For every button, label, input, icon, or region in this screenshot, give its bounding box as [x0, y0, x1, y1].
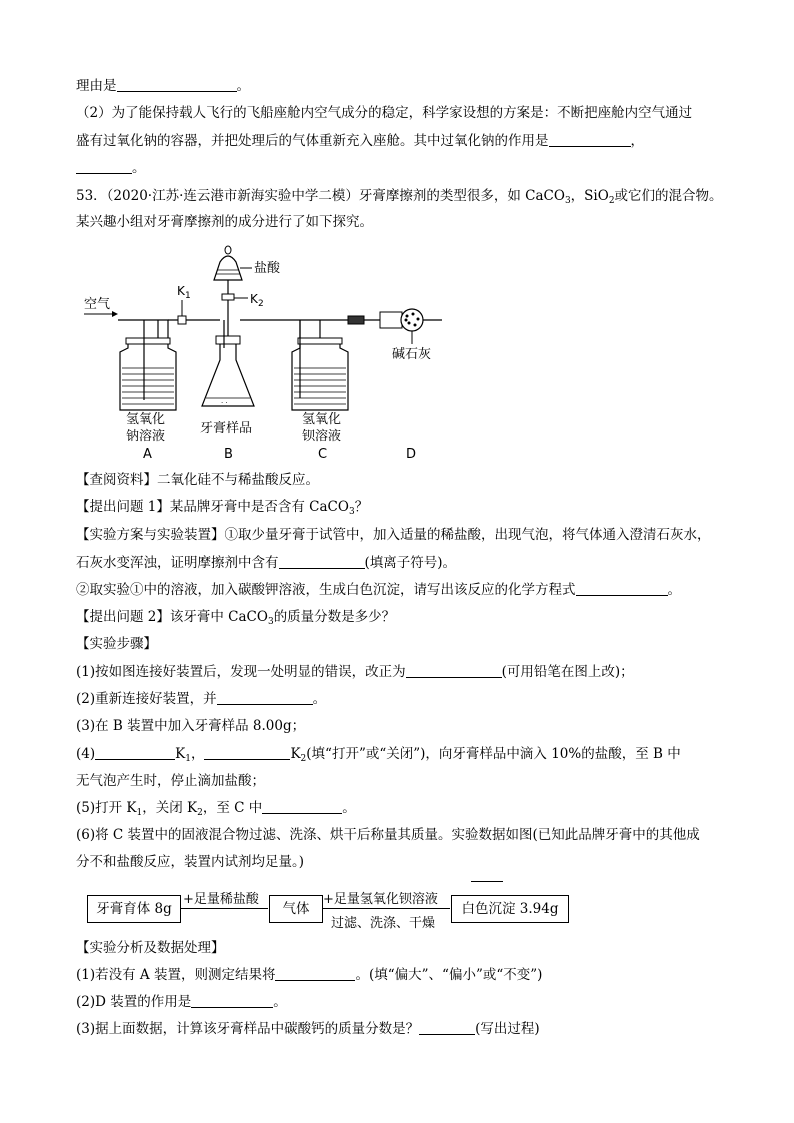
question-2-line	[76, 103, 726, 123]
analysis-2	[76, 992, 726, 1012]
air-label: 空气	[84, 297, 111, 312]
text: 分不和盐酸反应，装置内试剂均足量。)	[76, 854, 305, 870]
text: 的质量分数是多少？	[273, 609, 396, 625]
answer-blank[interactable]	[262, 799, 342, 814]
text: (2)D 装置的作用是	[76, 994, 192, 1010]
text: (可用铅笔在图上改)；	[501, 664, 634, 680]
k1-subscript: 1	[185, 291, 191, 301]
reference-info	[76, 470, 726, 490]
analysis-heading	[76, 938, 726, 958]
flask-b-particles: · ·	[221, 399, 228, 407]
flow-arrow-2	[322, 908, 450, 909]
step-4-cont	[76, 771, 726, 791]
bottle-a-label: 氢氧化	[126, 412, 166, 427]
text: 【实验方案与实验装置】①取少量牙膏于试管中，加入适量的稀盐酸，出现气泡，将气体通入澄清石灰水，	[76, 527, 711, 543]
plan-line-1	[76, 525, 726, 545]
text: 盛有过氧化钠的容器，并把处理后的气体重新充入座舱。其中过氧化钠的作用是	[76, 133, 549, 149]
answer-blank[interactable]	[275, 966, 355, 981]
pipe-into-a	[118, 320, 168, 340]
k1-clamp[interactable]	[178, 316, 186, 324]
text: 。	[342, 800, 356, 816]
text: 。	[312, 691, 327, 707]
text: (填离子符号)。	[364, 555, 457, 571]
question-1	[76, 497, 726, 517]
bottle-a	[120, 340, 176, 410]
text: (填“打开”或“关闭”)，向牙膏样品中滴入 10%的盐酸，至 B 中	[306, 746, 681, 762]
letter-b: B	[224, 447, 233, 462]
subscript: 3	[348, 507, 355, 517]
question-2-line-2	[76, 131, 726, 151]
text: K	[290, 746, 301, 762]
text: 【提出问题 1】某品牌牙膏中是否含有 CaCO	[76, 499, 349, 515]
k2-subscript: 2	[258, 299, 264, 309]
flow-box-toothpaste: 牙膏育体 8g	[87, 895, 181, 923]
subscript: 3	[267, 617, 274, 627]
plan-line-3	[76, 580, 726, 600]
bottle-a-stopper	[126, 338, 170, 344]
plan-line-2	[76, 553, 726, 573]
text: 。	[273, 994, 287, 1010]
flow-box-precipitate: 白色沉淀 3.94g	[451, 895, 569, 923]
apparatus-diagram	[80, 240, 480, 465]
bottle-a-label: 钠溶液	[126, 429, 166, 444]
bottle-c-stopper	[298, 338, 342, 344]
flow-arrow-2-label-bottom: 过滤、洗涤、干燥	[331, 916, 436, 931]
sodalime-label: 碱石灰	[392, 347, 432, 362]
overline-mark	[471, 881, 503, 882]
flask-b-label: 牙膏样品	[200, 421, 253, 436]
text: ，关闭 K	[142, 800, 198, 816]
text: 【提出问题 2】该牙膏中 CaCO	[76, 609, 268, 625]
answer-blank[interactable]	[217, 690, 313, 705]
letter-a: A	[143, 447, 152, 462]
analysis-1	[76, 965, 726, 985]
text: (3)在 B 装置中加入牙膏样品 8.00g；	[76, 718, 306, 734]
text: 。	[236, 78, 250, 94]
flask-b	[202, 340, 254, 406]
text: 理由是	[76, 78, 117, 94]
text: (4)	[76, 746, 96, 762]
text: ，SiO	[570, 188, 609, 204]
answer-blank[interactable]	[576, 581, 668, 596]
funnel-stopper	[225, 246, 231, 254]
text: 【实验分析及数据处理】	[76, 940, 225, 956]
answer-blank[interactable]	[204, 745, 290, 760]
text: (3)据上面数据，计算该牙膏样品中碳酸钙的质量分数是？	[76, 1021, 420, 1037]
text: (1)若没有 A 装置，则测定结果将	[76, 967, 276, 983]
reason-line	[76, 76, 726, 96]
k1-label: K	[177, 284, 185, 298]
subscript: 2	[300, 754, 307, 764]
text: ？	[354, 499, 369, 515]
step-6	[76, 825, 726, 845]
text: （2）为了能保持载人飞行的飞船座舱内空气成分的稳定，科学家设想的方案是：不断把座舱内空气通过	[76, 105, 693, 121]
text: 53．（2020·江苏·连云港市新海实验中学二模）牙膏摩擦剂的类型很多，如 CaCO	[76, 188, 565, 204]
text: ，	[190, 746, 205, 762]
text: 【查阅资料】二氧化硅不与稀盐酸反应。	[76, 472, 319, 488]
answer-blank[interactable]	[549, 132, 631, 147]
letter-c: C	[318, 447, 328, 462]
text: (1)按如图连接好装置后，发现一处明显的错误，改正为	[76, 664, 406, 680]
step-5	[76, 798, 726, 818]
answer-blank[interactable]	[419, 1020, 475, 1035]
flask-b-stopper	[216, 336, 240, 344]
subscript: 1	[136, 808, 143, 818]
answer-blank[interactable]	[95, 745, 175, 760]
question-2	[76, 607, 726, 627]
text: 【实验步骤】	[76, 636, 157, 652]
letter-d: D	[406, 447, 417, 462]
answer-blank[interactable]	[406, 663, 502, 678]
subscript: 2	[608, 196, 615, 206]
steps-heading	[76, 634, 726, 654]
text: ，	[630, 133, 644, 149]
analysis-3	[76, 1019, 726, 1039]
text: 或它们的混合物。	[614, 188, 723, 204]
text: (5)打开 K	[76, 800, 137, 816]
flow-box-gas: 气体	[269, 895, 323, 923]
subscript: 1	[185, 754, 191, 764]
step-6-cont	[76, 852, 726, 872]
text: 某兴趣小组对牙膏摩擦剂的成分进行了如下探究。	[76, 214, 373, 230]
text: 无气泡产生时，停止滴加盐酸；	[76, 773, 265, 789]
flow-arrow-2-label-top: +足量氢氧化钡溶液	[323, 892, 438, 907]
drying-tube-end	[380, 312, 402, 328]
text: (6)将 C 装置中的固液混合物过滤、洗涤、烘干后称量其质量。实验数据如图(已知此品牌牙膏中的其他成	[76, 827, 700, 843]
flow-arrow-1	[180, 908, 268, 909]
text: 石灰水变浑浊，证明摩擦剂中含有	[76, 555, 279, 571]
bottle-c-label: 氢氧化	[302, 412, 342, 427]
rubber-connector	[348, 316, 364, 324]
step-2	[76, 689, 726, 709]
text: ，至 C 中	[202, 800, 263, 816]
answer-blank[interactable]	[191, 993, 273, 1008]
text: 。	[132, 160, 146, 176]
question-2-line-3	[76, 158, 726, 178]
subscript: 2	[197, 808, 203, 818]
drying-tube-bulb	[401, 309, 423, 331]
step-3	[76, 716, 726, 736]
text: 。	[667, 582, 681, 598]
text: K	[175, 746, 186, 762]
answer-blank[interactable]	[279, 554, 365, 569]
question-53-intro	[76, 212, 726, 232]
flow-arrow-1-label: +足量稀盐酸	[183, 892, 259, 907]
separatory-funnel	[214, 256, 242, 280]
k2-stopcock[interactable]	[222, 294, 234, 300]
k2-label: K	[250, 292, 258, 306]
text: (2)重新连接好装置，并	[76, 691, 217, 707]
text: (写出过程)	[475, 1021, 540, 1037]
question-53-title	[76, 186, 726, 206]
answer-blank[interactable]	[76, 159, 132, 174]
text: 。(填“偏大”、“偏小”或“不变”)	[355, 967, 543, 983]
step-4	[76, 744, 726, 764]
step-1	[76, 662, 726, 682]
bottle-c-label: 钡溶液	[302, 429, 342, 444]
hcl-label: 盐酸	[254, 261, 281, 276]
subscript: 3	[564, 196, 571, 206]
text: ②取实验①中的溶液，加入碳酸钾溶液，生成白色沉淀，请写出该反应的化学方程式	[76, 582, 576, 598]
answer-blank[interactable]	[117, 77, 237, 92]
air-arrow-head	[112, 311, 118, 317]
